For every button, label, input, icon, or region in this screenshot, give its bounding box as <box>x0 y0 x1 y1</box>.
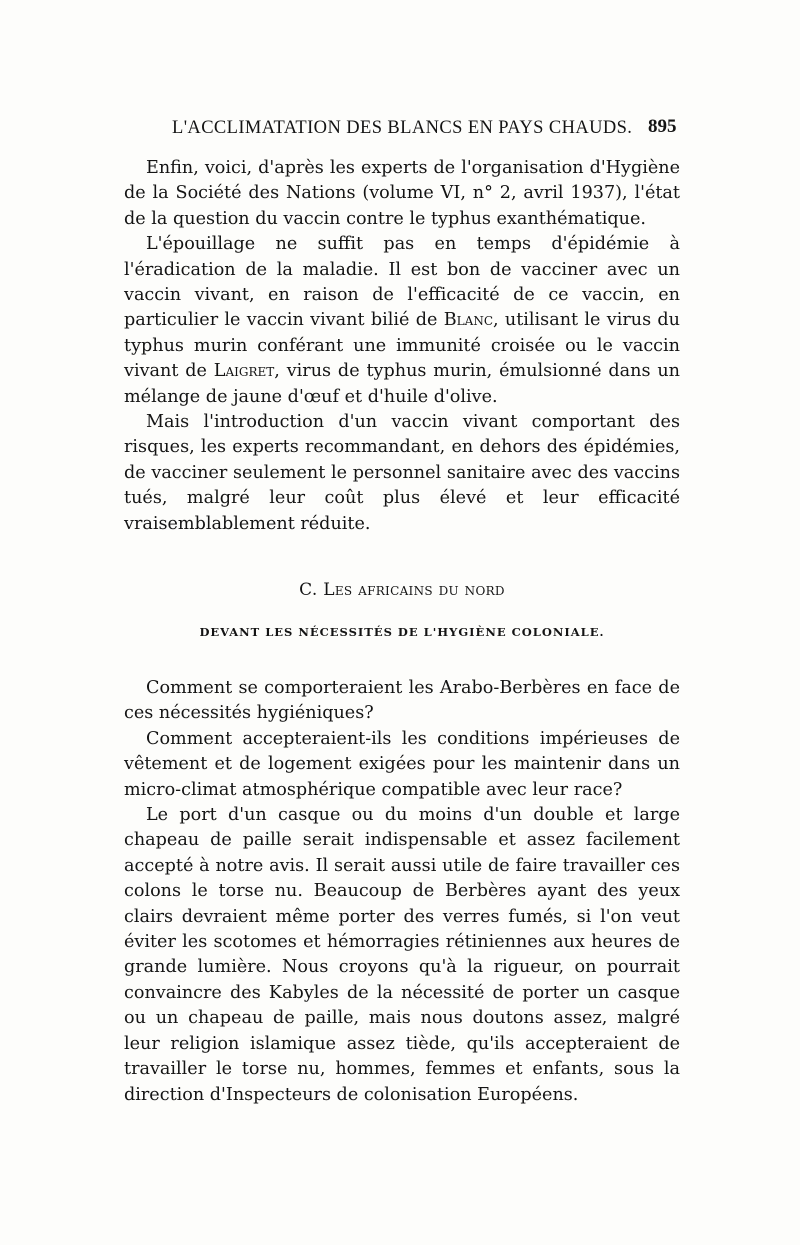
paragraph-vaccine-intro: Enfin, voici, d'après les experts de l'organisation d'Hygiène de la Société des Nations (volume VI, n° 2, avril 1937), l'état de la question du vaccin contre le typhus exanthématique. <box>124 158 680 229</box>
body-text-after-section <box>124 676 680 1108</box>
paragraph-question-behavior: Comment se comporteraient les Arabo-Berbères en face de ces nécessités hygiéniques? <box>124 678 680 724</box>
paragraph-live-vaccine-risks: Mais l'introduction d'un vaccin vivant comportant des risques, les experts recommandant, en dehors des épidémies, de vacciner seulement le personnel sanitaire avec des vaccins tués, malgré leur coût plus élevé et leur efficacité vraisemblablement réduite. <box>124 412 680 534</box>
paragraph-text: L'épouillage ne suffit pas en temps d'épidémie à l'éradication de la maladie. Il est bon de vacciner avec un vaccin vivant, en raison de l'efficacité de ce vaccin, en particulier le vaccin vivant bilié de <box>124 234 680 331</box>
paragraph-question-conditions: Comment accepteraient-ils les conditions impérieuses de vêtement et de logement exigées pour les maintenir dans un micro-climat atmosphérique compatible avec leur race? <box>124 728 680 800</box>
running-header: L'ACCLIMATATION DES BLANCS EN PAYS CHAUDS. <box>172 118 633 138</box>
paragraph-text: , utilisant le virus du typhus murin conférant une immunité croisée ou le vaccin vivant de <box>124 310 681 382</box>
author-name-blanc: Blanc <box>443 310 493 331</box>
paragraph-text: , virus de typhus murin, émulsionné dans un mélange de jaune d'œuf et d'huile d'olive. <box>124 361 680 407</box>
body-text-before-section <box>124 156 680 537</box>
page-number: 895 <box>648 116 677 137</box>
paragraph-delousing <box>124 232 680 410</box>
paragraph-helmet: Le port d'un casque ou du moins d'un double et large chapeau de paille serait indispensable et assez facilement accepté à notre avis. Il serait aussi utile de faire travailler ces colons le torse nu. Beaucoup de Berbères ayant des yeux clairs devraient même porter des verres fumés, si l'on veut éviter les scotomes et hémorragies rétiniennes aux heures de grande lumière. Nous croyons qu'à la rigueur, on pourrait convaincre des Kabyles de la nécessité de porter un casque ou un chapeau de paille, mais nous doutons assez, malgré leur religion islamique assez tiède, qu'ils accepteraient de travailler le torse nu, hommes, femmes et enfants, sous la direction d'Inspecteurs de colonisation Européens. <box>124 805 680 1105</box>
section-subtitle: DEVANT LES NÉCESSITÉS DE L'HYGIÈNE COLONIALE. <box>199 625 605 639</box>
section-title: C. Les africains du nord <box>299 580 505 600</box>
author-name-laigret: Laigret <box>213 361 275 382</box>
